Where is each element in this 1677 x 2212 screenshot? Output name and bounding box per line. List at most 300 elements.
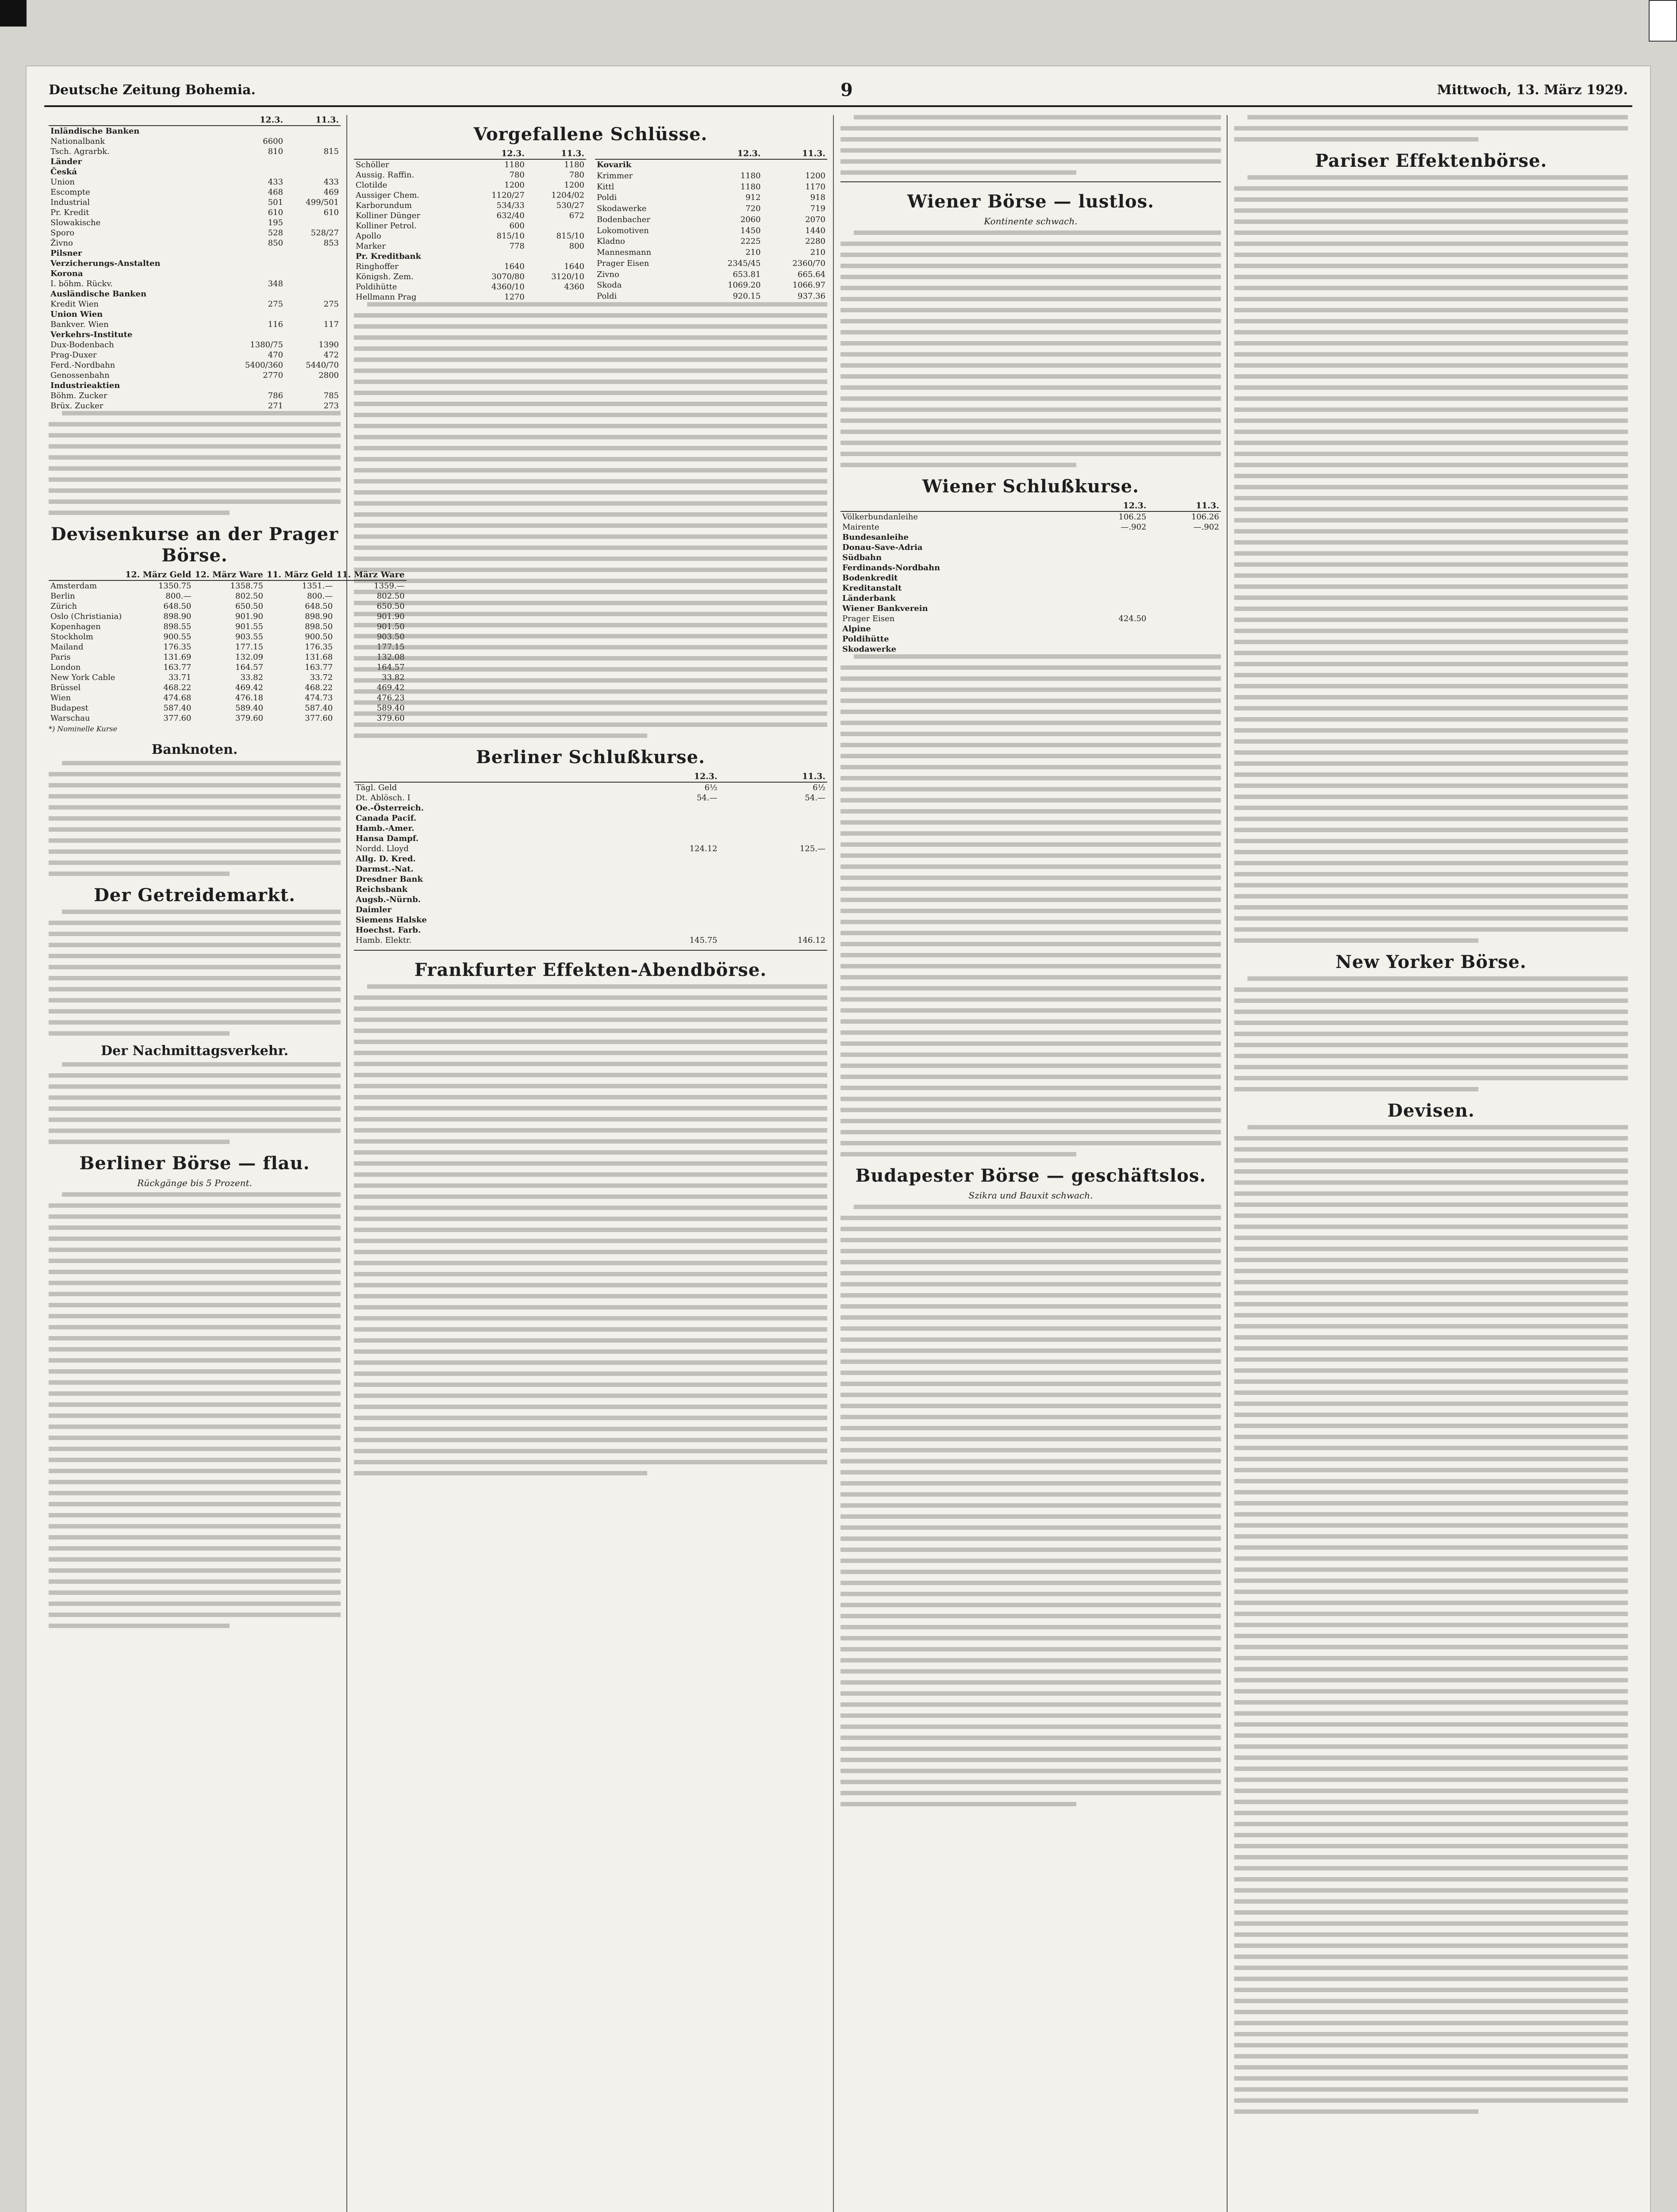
value-cell: 275 (323, 300, 339, 309)
table-row (840, 614, 1221, 624)
table-row (354, 854, 827, 864)
value-cell: 528 (268, 228, 283, 238)
value-cell: 164.57 (376, 663, 405, 672)
page-tab (1649, 0, 1677, 42)
table-row (49, 330, 341, 340)
value-cell: 210 (745, 248, 761, 257)
value-cell (719, 925, 827, 935)
currency-label: Stockholm (50, 632, 93, 641)
row-label: Poldi (597, 292, 617, 301)
row-label: Skodawerke (842, 645, 897, 654)
currency-label: Amsterdam (50, 581, 97, 591)
value-cell: 125.— (799, 844, 825, 853)
value-cell: 589.40 (235, 703, 263, 713)
value-cell (1075, 563, 1148, 573)
value-cell (611, 915, 719, 925)
row-label: Siemens Halske (356, 915, 427, 925)
table-row (49, 642, 407, 652)
value-cell: 348 (268, 279, 283, 288)
row-label: Dux-Bodenbach (50, 340, 114, 349)
row-label: Ferd.-Nordbahn (50, 361, 115, 370)
currency-label: Brüssel (50, 683, 81, 692)
wiener-schlusskurse-table (840, 501, 1221, 654)
table-row (354, 935, 827, 945)
row-label: Escompte (50, 188, 90, 197)
table-row (840, 624, 1221, 634)
currency-label: Budapest (50, 703, 88, 713)
row-label: Pr. Kredit (50, 208, 89, 217)
value-cell: 33.71 (168, 673, 192, 682)
table-row (354, 833, 827, 844)
row-label: Nordd. Lloyd (356, 844, 409, 853)
value-cell: 195 (268, 218, 283, 227)
report-text (840, 115, 1221, 175)
report-text (840, 230, 1221, 467)
report-text (354, 302, 827, 738)
value-cell (1075, 644, 1148, 654)
value-cell (285, 380, 341, 391)
value-cell: —.902 (1193, 522, 1219, 532)
value-cell (1148, 644, 1221, 654)
value-cell (719, 833, 827, 844)
table-row (354, 874, 827, 884)
value-cell: 106.26 (1191, 512, 1219, 522)
section-title: Vorgefallene Schlüsse. (473, 124, 708, 145)
value-cell: 5440/70 (306, 361, 339, 370)
row-label: Pilsner (50, 249, 82, 258)
stock-table-prague (49, 115, 341, 411)
value-cell: 1390 (319, 340, 339, 349)
report-text (49, 1192, 341, 1628)
devisen-rows (49, 580, 407, 723)
value-cell (1075, 583, 1148, 593)
row-label: Bodenbacher (597, 215, 651, 224)
value-cell: 117 (323, 320, 339, 329)
date-header: 12.3. (467, 149, 526, 159)
table-row (49, 652, 407, 662)
value-cell (1075, 624, 1148, 634)
value-cell: 800.— (307, 591, 333, 601)
value-cell: 1380/75 (250, 340, 283, 349)
value-cell: —.902 (1121, 522, 1147, 532)
value-cell: 2770 (263, 371, 283, 380)
value-cell: 802.50 (235, 591, 263, 601)
row-label: Poldi (597, 193, 617, 203)
row-label: Kladno (597, 237, 625, 246)
table-row (354, 813, 827, 823)
value-cell: 3120/10 (551, 272, 584, 281)
table-row (595, 215, 827, 226)
table-row (354, 251, 586, 261)
value-cell (222, 248, 285, 258)
table-row (354, 895, 827, 905)
report-text (49, 910, 341, 1036)
value-cell: 177.15 (376, 642, 405, 652)
report-text (1234, 1125, 1628, 2114)
paper-name: Deutsche Zeitung Bohemia. (49, 82, 256, 98)
value-cell: 469 (323, 188, 339, 197)
row-label: Skoda (597, 280, 622, 290)
value-cell: 780 (509, 170, 525, 180)
row-label: Augsb.-Nürnb. (356, 895, 421, 904)
column-rule (346, 115, 347, 2212)
table-row (49, 279, 341, 289)
value-cell: 937.36 (798, 292, 825, 301)
table-row (49, 591, 407, 601)
value-cell: 210 (810, 248, 825, 257)
row-label: I. böhm. Rückv. (50, 279, 113, 288)
value-cell: 4360/10 (491, 282, 525, 292)
row-label: Länder (50, 157, 82, 166)
value-cell: 177.15 (235, 642, 263, 652)
value-cell: 106.25 (1118, 512, 1147, 522)
table-row (49, 662, 407, 672)
table-row (49, 683, 407, 693)
table-row (840, 563, 1221, 573)
table-row (595, 247, 827, 258)
value-cell: 132.09 (235, 653, 263, 662)
table-row (354, 793, 827, 803)
table-row (49, 632, 407, 642)
value-cell: 468.22 (163, 683, 192, 692)
value-cell: 271 (268, 401, 283, 411)
table-row (595, 204, 827, 215)
row-label: Schöller (356, 160, 389, 169)
table-row (354, 292, 586, 302)
value-cell: 1350.75 (158, 581, 192, 591)
value-cell: 145.75 (689, 936, 718, 945)
row-label: Bankver. Wien (50, 320, 109, 329)
currency-label: New York Cable (50, 673, 115, 682)
column-rule (833, 115, 834, 2212)
table-row (595, 280, 827, 291)
value-cell (222, 258, 285, 269)
table-row (49, 360, 341, 370)
value-cell (611, 823, 719, 833)
page-header (44, 79, 1632, 107)
row-label: Reichsbank (356, 885, 408, 894)
value-cell (467, 251, 526, 261)
value-cell (285, 157, 341, 167)
row-label: Hamb.-Amer. (356, 824, 414, 833)
row-label: Daimler (356, 905, 391, 914)
row-label: Brüx. Zucker (50, 401, 104, 411)
value-cell: 2225 (740, 237, 761, 246)
table-row (354, 803, 827, 813)
value-cell (526, 221, 586, 231)
value-cell (719, 884, 827, 895)
table-row (354, 282, 586, 292)
row-label: Wiener Bankverein (842, 604, 928, 613)
column-header: 11. März Ware (334, 570, 407, 580)
table-row (49, 269, 341, 279)
table-row (595, 159, 827, 171)
value-cell: 719 (810, 204, 825, 214)
value-cell: 853 (323, 238, 339, 248)
value-cell: 273 (323, 401, 339, 411)
value-cell: 1200 (805, 171, 825, 180)
section-title: Pariser Effektenbörse. (1315, 150, 1547, 171)
value-cell (611, 803, 719, 813)
section-subtitle: Kontinente schwach. (984, 216, 1078, 227)
value-cell (1075, 603, 1148, 614)
row-label: Hoechst. Farb. (356, 926, 421, 935)
table-row (49, 197, 341, 207)
value-cell (222, 167, 285, 177)
row-label: Prager Eisen (842, 614, 895, 623)
value-cell: 850 (268, 238, 283, 248)
value-cell (222, 330, 285, 340)
column-4 (1234, 115, 1628, 2212)
table-row (595, 291, 827, 302)
value-cell (285, 269, 341, 279)
table-row (354, 159, 586, 170)
value-cell: 1180 (504, 160, 525, 169)
table-row (49, 248, 341, 258)
row-label: Völkerbundanleihe (842, 512, 918, 522)
table-row (49, 228, 341, 238)
value-cell: 1066.97 (792, 280, 825, 290)
value-cell (719, 915, 827, 925)
currency-label: Wien (50, 693, 71, 703)
value-cell (1148, 593, 1221, 603)
divider (354, 950, 827, 951)
column-2 (354, 115, 827, 2212)
value-cell: 470 (268, 350, 283, 360)
row-label: Darmst.-Nat. (356, 864, 414, 874)
value-cell: 653.81 (733, 269, 761, 279)
report-text (49, 411, 341, 515)
value-cell: 1200 (564, 180, 584, 190)
table-row (354, 200, 586, 211)
value-cell: 1069.20 (728, 280, 761, 290)
table-row (49, 380, 341, 391)
value-cell: 2800 (319, 371, 339, 380)
value-cell (719, 854, 827, 864)
row-label: Pr. Kreditbank (356, 252, 422, 261)
divider (840, 181, 1221, 182)
value-cell (1075, 573, 1148, 583)
stock-table-right (595, 149, 827, 302)
row-label: Korona (50, 269, 83, 278)
currency-label: Paris (50, 653, 71, 662)
row-label: Poldihütte (356, 282, 397, 292)
value-cell: 610 (268, 208, 283, 217)
value-cell: 468.22 (305, 683, 333, 692)
value-cell: 900.50 (305, 632, 333, 641)
table-row (49, 601, 407, 611)
section-title: Wiener Schlußkurse. (922, 476, 1140, 497)
table-row (49, 146, 341, 157)
value-cell: 1359.— (374, 581, 405, 591)
date-header: 11.3. (719, 772, 827, 782)
table-row (354, 180, 586, 190)
value-cell: 474.73 (305, 693, 333, 703)
value-cell: 6600 (263, 137, 283, 146)
value-cell: 898.90 (163, 612, 192, 621)
value-cell: 901.50 (376, 622, 405, 631)
row-label: Živno (50, 238, 73, 248)
value-cell: 528/27 (311, 228, 339, 238)
row-label: Industrial (50, 198, 90, 207)
value-cell (1148, 563, 1221, 573)
row-label: Oe.-Österreich. (356, 803, 424, 813)
row-label: Slowakische (50, 218, 101, 227)
value-cell: 5400/360 (245, 361, 283, 370)
row-label: Clotilde (356, 180, 388, 190)
value-cell: 2070 (805, 215, 825, 224)
value-cell: 472 (323, 350, 339, 360)
table-row (49, 157, 341, 167)
value-cell: 433 (268, 177, 283, 187)
stock-table-left (354, 149, 586, 302)
table-row (595, 182, 827, 193)
value-cell: 1640 (564, 262, 584, 271)
row-label: Canada Pacif. (356, 814, 417, 823)
table-row (49, 391, 341, 401)
value-cell (285, 126, 341, 136)
row-label: Mannesmann (597, 248, 652, 257)
value-cell: 672 (569, 211, 584, 220)
date-header: 12.3. (222, 115, 285, 126)
value-cell: 1640 (504, 262, 525, 271)
column-header (49, 570, 123, 580)
row-label: Bodenkredit (842, 573, 898, 583)
table-row (595, 226, 827, 237)
table-row (354, 211, 586, 221)
table-row (840, 553, 1221, 563)
value-cell: 1180 (740, 171, 761, 180)
table-row (49, 136, 341, 146)
row-label: Union Wien (50, 310, 103, 319)
table-row (840, 644, 1221, 654)
stock-rows (354, 782, 827, 945)
value-cell: 785 (323, 391, 339, 400)
table-row (840, 603, 1221, 614)
value-cell (285, 167, 341, 177)
value-cell: 131.69 (163, 653, 192, 662)
value-cell: 648.50 (305, 602, 333, 611)
report-text (354, 984, 827, 1475)
value-cell (285, 309, 341, 319)
value-cell (1148, 573, 1221, 583)
value-cell (285, 258, 341, 269)
row-label: Ausländische Banken (50, 289, 147, 299)
section-title: Der Nachmittagsverkehr. (101, 1043, 288, 1059)
currency-label: Berlin (50, 591, 75, 601)
table-row (49, 713, 407, 723)
row-label: Lokomotiven (597, 226, 649, 235)
value-cell: 2060 (740, 215, 761, 224)
value-cell: 33.82 (382, 673, 405, 682)
value-cell: 815/10 (556, 231, 584, 241)
value-cell: 610 (323, 208, 339, 217)
row-label: Krimmer (597, 171, 633, 180)
value-cell (611, 833, 719, 844)
value-cell (611, 864, 719, 874)
corner-marker (0, 0, 27, 27)
value-cell: 534/33 (496, 201, 525, 210)
report-text (1234, 115, 1628, 142)
row-label: Union (50, 177, 75, 187)
value-cell (611, 854, 719, 864)
value-cell: 379.60 (376, 714, 405, 723)
value-cell: 476.18 (235, 693, 263, 703)
row-label: Hellmann Prag (356, 292, 417, 302)
table-row (49, 187, 341, 197)
table-row (354, 782, 827, 793)
date-header: 11.3. (1148, 501, 1221, 511)
row-label: Ringhoffer (356, 262, 399, 271)
table-row (49, 672, 407, 683)
value-cell: 275 (268, 300, 283, 309)
report-text (840, 1205, 1221, 1806)
value-cell: 146.12 (798, 936, 825, 945)
row-label: Ferdinands-Nordbahn (842, 563, 940, 572)
stock-rows (354, 159, 586, 302)
value-cell: 1351.— (302, 581, 333, 591)
value-cell: 815 (323, 147, 339, 156)
row-label: Sporo (50, 228, 75, 238)
row-label: Inländische Banken (50, 127, 140, 136)
value-cell: 778 (509, 242, 525, 251)
value-cell (285, 218, 341, 228)
row-label: Kolliner Dünger (356, 211, 421, 220)
table-row (49, 238, 341, 248)
value-cell: 912 (745, 193, 761, 203)
value-cell: 476.23 (376, 693, 405, 703)
row-label: Dresdner Bank (356, 875, 423, 884)
section-title: New Yorker Börse. (1335, 952, 1527, 972)
row-label: Tägl. Geld (356, 783, 397, 792)
table-row (595, 192, 827, 204)
table-row (840, 542, 1221, 553)
table-row (49, 340, 341, 350)
table-row (49, 207, 341, 218)
value-cell: 474.68 (163, 693, 192, 703)
table-row (354, 905, 827, 915)
value-cell (526, 292, 586, 302)
value-cell: 650.50 (235, 602, 263, 611)
currency-label: Zürich (50, 602, 77, 611)
table-row (595, 171, 827, 182)
row-label: Kredit Wien (50, 300, 99, 309)
report-text (49, 1062, 341, 1144)
value-cell (222, 126, 285, 136)
footnote: *) Nominelle Kurse (49, 725, 118, 733)
value-cell (719, 823, 827, 833)
table-row (595, 269, 827, 280)
value-cell: 1204/02 (551, 191, 584, 200)
row-label: Alpine (842, 624, 871, 634)
value-cell: 433 (323, 177, 339, 187)
row-label: Böhm. Zucker (50, 391, 107, 400)
value-cell: 132.08 (376, 653, 405, 662)
value-cell: 33.72 (310, 673, 333, 682)
row-label: Königsh. Zem. (356, 272, 414, 281)
row-label: Genossenbahn (50, 371, 110, 380)
value-cell: 648.50 (163, 602, 192, 611)
value-cell (222, 269, 285, 279)
section-subtitle: Szikra und Bauxit schwach. (968, 1190, 1093, 1201)
row-label: Aussiger Chem. (356, 191, 420, 200)
table-row (49, 319, 341, 330)
table-row (49, 401, 341, 411)
value-cell: 377.60 (163, 714, 192, 723)
value-cell: 2360/70 (792, 258, 825, 268)
value-cell (719, 905, 827, 915)
table-row (354, 864, 827, 874)
